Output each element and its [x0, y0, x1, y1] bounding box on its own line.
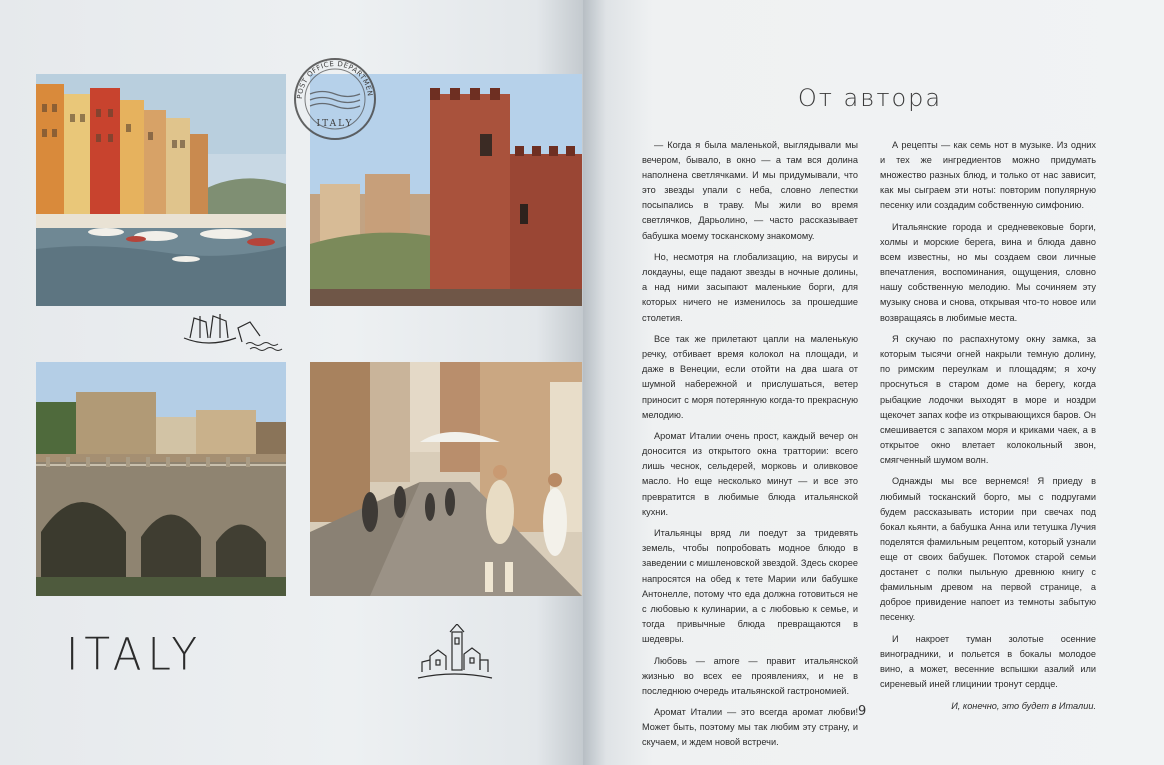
town-icon	[412, 624, 496, 684]
text-column-left	[642, 138, 858, 757]
photo-street-cafe	[310, 362, 582, 596]
page-number: 9	[858, 704, 867, 719]
paragraph: Я скучаю по распахнутому окну замка, за которым тысячи огней накрыли темную долину, по римским переулкам и площадям; я хочу проснуться в старом доме на берегу, когда рыбацкие лодочки выходят в море и ноздри щекочет запах кофе из открывающихся баров. Он смешивается с запахом моря и криками чаек, а в открытое окно влетает колокольный звон, смягченный шумом волн.	[880, 334, 1096, 465]
paragraph: Итальянцы вряд ли поедут за тридевять земель, чтобы попробовать модное блюдо в заведении с мишленовской звездой. Здесь скорее напросятся на обед к тете Марии или бабушке Антонелле, потому что еда должна готовиться не с любовью к кулинарии, а с любовью к семье, и тогда привычные блюда превращаются в шедевры.	[642, 528, 858, 644]
paragraph: Любовь — amore — правит итальянской жизнью во всех ее проявлениях, и не в последнюю очередь итальянской гастрономией.	[642, 655, 858, 696]
photo-portofino-harbor	[36, 74, 286, 306]
paragraph: Итальянские города и средневековые борги, холмы и морские берега, вина и блюда давно всем известны, но мы создаем свои личные впечатления, воспоминания, ощущения, словно нашу собственную мелодию. Мы сочиняем эту музыку снова и снова, открывая что-то новое или возвращаясь в любимые места.	[880, 221, 1096, 323]
paragraph: А рецепты — как семь нот в музыке. Из одних и тех же ингредиентов можно придумать множество разных блюд, и только от нас зависит, как мы сыграем эти ноты: повторим популярную песенку или создадим собственную симфонию.	[880, 140, 1096, 211]
paragraph: Но, несмотря на глобализацию, на вирусы и локдауны, еще падают звезды в ночные долины, а над ними засыпают маленькие борги, для которых ничего не изменилось за прошедшие столетия.	[642, 252, 858, 323]
paragraph: И накроет туман золотые осенние виноградники, и польется в бокалы молодое вино, а может, весенние вспышки азалий или сиреневый иней глицинии тронут сердце.	[880, 633, 1096, 690]
postal-stamp	[292, 56, 378, 142]
stamp-country-text: ITALY	[316, 119, 354, 129]
photo-stone-bridge	[36, 362, 286, 596]
italy-label: ITALY	[66, 628, 203, 681]
paragraph: Аромат Италии очень прост, каждый вечер он доносится из открытого окна траттории: всего лишь чеснок, сельдерей, морковь и оливковое масло. Но еще несколько минут — и все это превратится в любимые блюда итальянской кухни.	[642, 431, 858, 517]
text-column-right	[880, 138, 1096, 720]
paragraph: Аромат Италии — это всегда аромат любви! Может быть, поэтому мы так любим эту страну, и скучаем, и ждем новой встречи.	[642, 707, 858, 748]
waves-icon	[246, 343, 282, 351]
paragraph: — Когда я была маленькой, выглядывали мы вечером, бывало, в окно — а там вся долина наполнена светлячками. И мы придумывали, что это звезды упали с неба, словно лепестки посыпались в траву. Мы жили во время светлячков, Дарьолино, — часто рассказывает бабушка моему тосканскому знакомому.	[642, 140, 858, 241]
ship-icon	[180, 312, 290, 352]
stamp-top-text: POST OFFICE DEPARTMEN	[295, 59, 374, 100]
paragraph: Однажды мы все вернемся! Я приеду в любимый тосканский борго, мы с подругами будем рассказывать истории при свечах под бокал кьянти, а бабушка Анна или тетушка Лучия поделятся фамильным рецептом, который узнали еще от своих бабушек. Потомок старой семьи достанет с полки пыльную древнюю книгу с фамильным древом на первой странице, а доброе привидение напоет из темноты забытую песенку.	[880, 476, 1096, 623]
page-title: От автора	[797, 84, 943, 112]
signature-line: И, конечно, это будет в Италии.	[951, 700, 1096, 711]
paragraph: Все так же прилетают цапли на маленькую речку, отбивает время колокол на площади, и даже в Венеции, если отойти на два шага от шумной набережной и прислушаться, ветер приносит с моря потерянную когда-то прекрасную мелодию.	[642, 334, 858, 420]
